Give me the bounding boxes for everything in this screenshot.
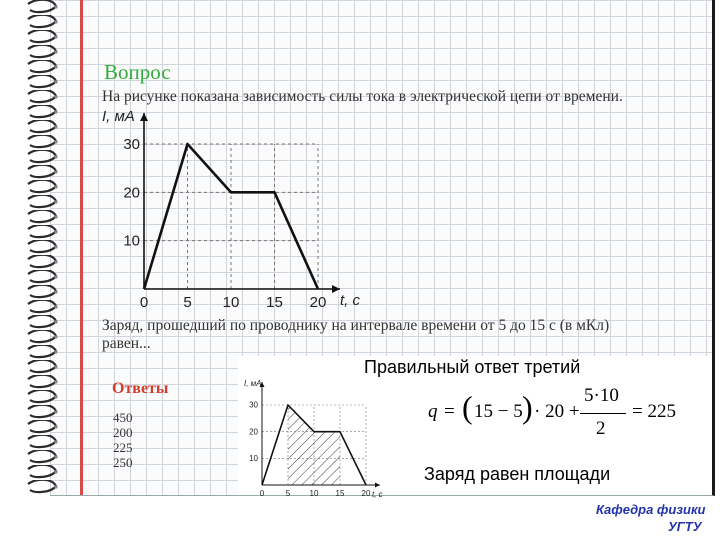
y-tick-label: 30 <box>123 136 140 153</box>
current-time-chart <box>100 105 380 320</box>
question-title: Вопрос <box>104 60 171 84</box>
formula-inner: 15 − 5 <box>474 401 523 422</box>
spiral-binding-icon <box>22 0 62 495</box>
x-tick-label: 20 <box>361 489 371 498</box>
x-tick-label: 10 <box>222 294 240 311</box>
small-x-axis-label: t, с <box>372 490 383 499</box>
x-tick-label: 15 <box>335 489 345 498</box>
y-axis-label: I, мА <box>102 108 135 125</box>
formula-equals: = <box>444 401 455 422</box>
formula-denominator: 2 <box>596 418 606 439</box>
x-tick-label: 10 <box>309 489 319 498</box>
formula-numerator: 5·10 <box>584 385 619 406</box>
x-tick-label: 0 <box>139 294 149 311</box>
answers-title: Ответы <box>112 380 169 397</box>
formula-times: · 20 + <box>534 401 580 422</box>
question-line-1: Заряд, прошедший по проводнику на интервале времени от 5 до 15 с (в мКл) <box>102 317 610 334</box>
formula-open-paren: ( <box>462 389 473 425</box>
question-line-2: равен... <box>102 335 151 352</box>
small-y-axis-label: I, мА <box>244 379 262 388</box>
answer-option[interactable]: 450 <box>113 410 133 425</box>
chart-grid <box>144 144 318 289</box>
formula-q: q <box>428 401 438 422</box>
x-tick-label: 0 <box>259 489 265 498</box>
footer-university: УГТУ <box>668 519 702 534</box>
y-axis-arrow-icon <box>140 113 148 121</box>
area-note: Заряд равен площади <box>424 464 611 484</box>
answers-list <box>113 410 133 470</box>
area-chart <box>240 378 398 502</box>
footer-department: Кафедра физики <box>596 502 706 517</box>
y-tick-label: 10 <box>249 454 258 463</box>
x-tick-label: 15 <box>266 294 283 311</box>
answer-option[interactable]: 250 <box>113 455 133 470</box>
correct-answer-note: Правильный ответ третий <box>364 357 581 377</box>
y-tick-label: 30 <box>249 400 258 410</box>
x-axis-arrow-icon <box>332 285 340 293</box>
formula-result: = 225 <box>632 401 676 422</box>
question-text: На рисунке показана зависимость силы тока в электрической цепи от времени. <box>102 88 623 105</box>
x-axis-label: t, с <box>340 292 361 309</box>
charge-formula <box>428 385 710 443</box>
y-tick-label: 20 <box>249 427 258 437</box>
fraction-bar <box>580 413 626 414</box>
x-tick-label: 20 <box>309 294 327 311</box>
x-axis-arrow-icon <box>375 483 380 488</box>
answer-option[interactable]: 225 <box>113 440 133 455</box>
x-tick-label: 5 <box>183 294 192 311</box>
margin-line <box>80 0 83 495</box>
y-tick-label: 20 <box>123 184 140 202</box>
formula-close-paren: ) <box>522 389 533 425</box>
answer-option[interactable]: 200 <box>113 425 133 440</box>
question-text-2 <box>102 317 609 353</box>
chart-tick-labels <box>123 136 326 311</box>
x-tick-label: 5 <box>285 489 291 498</box>
y-tick-label: 10 <box>123 232 140 250</box>
